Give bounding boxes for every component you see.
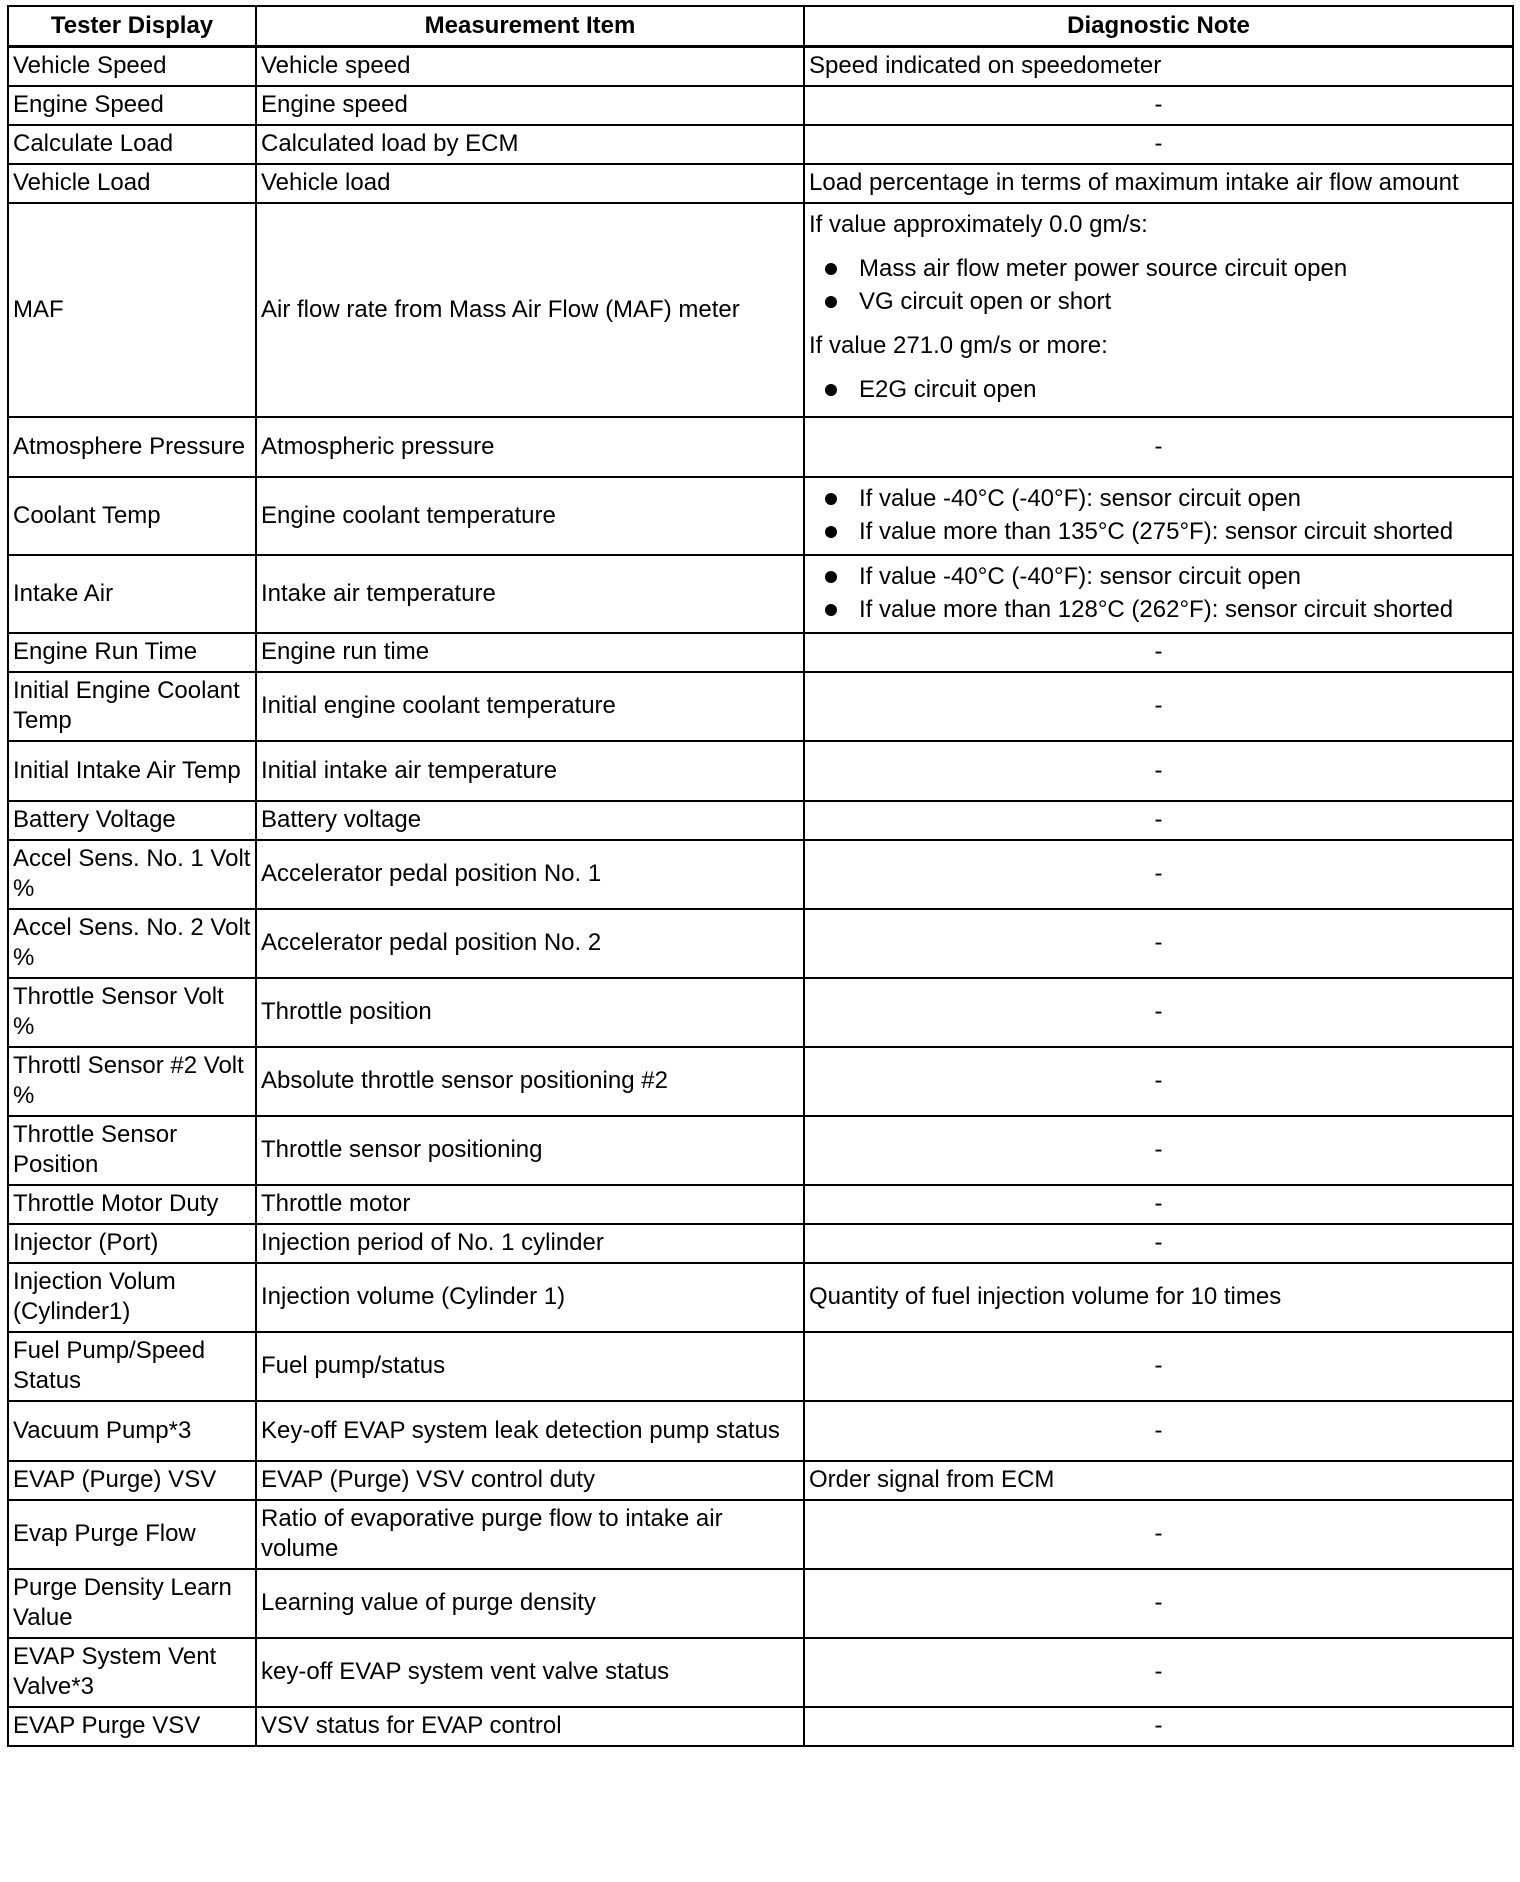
cell-diagnostic-note: - bbox=[804, 417, 1513, 477]
cell-measurement-item: Injection period of No. 1 cylinder bbox=[256, 1224, 804, 1263]
cell-tester-display: Initial Intake Air Temp bbox=[8, 741, 256, 801]
cell-tester-display: Battery Voltage bbox=[8, 801, 256, 840]
cell-tester-display: Purge Density Learn Value bbox=[8, 1569, 256, 1638]
cell-measurement-item: Absolute throttle sensor positioning #2 bbox=[256, 1047, 804, 1116]
cell-diagnostic-note: - bbox=[804, 672, 1513, 741]
header-measurement-item: Measurement Item bbox=[256, 6, 804, 47]
bullet-dot-icon bbox=[825, 571, 837, 583]
cell-tester-display: EVAP (Purge) VSV bbox=[8, 1461, 256, 1500]
table-row bbox=[8, 1401, 1513, 1461]
cell-tester-display: Vacuum Pump*3 bbox=[8, 1401, 256, 1461]
table-row bbox=[8, 477, 1513, 555]
cell-measurement-item: Intake air temperature bbox=[256, 555, 804, 633]
cell-measurement-item: Engine run time bbox=[256, 633, 804, 672]
bullet-dot-icon bbox=[825, 493, 837, 505]
bullet-dot-icon bbox=[825, 296, 837, 308]
cell-diagnostic-note: - bbox=[804, 1401, 1513, 1461]
cell-measurement-item: Vehicle load bbox=[256, 164, 804, 203]
cell-tester-display: Calculate Load bbox=[8, 125, 256, 164]
cell-tester-display: Accel Sens. No. 1 Volt % bbox=[8, 840, 256, 909]
cell-measurement-item: Throttle sensor positioning bbox=[256, 1116, 804, 1185]
cell-measurement-item: Key-off EVAP system leak detection pump status bbox=[256, 1401, 804, 1461]
cell-tester-display: Injection Volum (Cylinder1) bbox=[8, 1263, 256, 1332]
cell-measurement-item: Throttle motor bbox=[256, 1185, 804, 1224]
cell-tester-display: Coolant Temp bbox=[8, 477, 256, 555]
cell-diagnostic-note: - bbox=[804, 1224, 1513, 1263]
cell-diagnostic-note bbox=[804, 203, 1513, 417]
cell-diagnostic-note: - bbox=[804, 1500, 1513, 1569]
table-row bbox=[8, 633, 1513, 672]
cell-measurement-item: Engine coolant temperature bbox=[256, 477, 804, 555]
note-bullet-item bbox=[809, 375, 1508, 405]
bullet-dot-icon bbox=[825, 384, 837, 396]
table-row bbox=[8, 909, 1513, 978]
cell-measurement-item: Injection volume (Cylinder 1) bbox=[256, 1263, 804, 1332]
note-bullet-item bbox=[809, 562, 1508, 592]
note-bullet-list bbox=[809, 375, 1508, 405]
note-bullet-text: E2G circuit open bbox=[859, 376, 1037, 403]
cell-diagnostic-note: Speed indicated on speedometer bbox=[804, 47, 1513, 87]
header-diagnostic-note: Diagnostic Note bbox=[804, 6, 1513, 47]
note-bullet-text: If value -40°C (-40°F): sensor circuit open bbox=[859, 563, 1302, 590]
cell-measurement-item: EVAP (Purge) VSV control duty bbox=[256, 1461, 804, 1500]
cell-diagnostic-note bbox=[804, 555, 1513, 633]
note-bullet-list bbox=[809, 562, 1508, 625]
cell-measurement-item: Battery voltage bbox=[256, 801, 804, 840]
cell-measurement-item: Learning value of purge density bbox=[256, 1569, 804, 1638]
cell-measurement-item: Initial engine coolant temperature bbox=[256, 672, 804, 741]
cell-diagnostic-note: - bbox=[804, 978, 1513, 1047]
note-condition-text: If value 271.0 gm/s or more: bbox=[809, 332, 1108, 359]
cell-measurement-item: Initial intake air temperature bbox=[256, 741, 804, 801]
cell-measurement-item: Air flow rate from Mass Air Flow (MAF) meter bbox=[256, 203, 804, 417]
cell-tester-display: Engine Speed bbox=[8, 86, 256, 125]
cell-measurement-item: Throttle position bbox=[256, 978, 804, 1047]
note-bullet-item bbox=[809, 484, 1508, 514]
note-bullet-list bbox=[809, 254, 1508, 317]
cell-diagnostic-note: Load percentage in terms of maximum intake air flow amount bbox=[804, 164, 1513, 203]
cell-diagnostic-note: - bbox=[804, 125, 1513, 164]
table-row bbox=[8, 672, 1513, 741]
note-bullet-item bbox=[809, 517, 1508, 547]
cell-diagnostic-note bbox=[804, 477, 1513, 555]
cell-measurement-item: VSV status for EVAP control bbox=[256, 1707, 804, 1746]
bullet-dot-icon bbox=[825, 263, 837, 275]
cell-measurement-item: Accelerator pedal position No. 2 bbox=[256, 909, 804, 978]
cell-diagnostic-note: Quantity of fuel injection volume for 10 times bbox=[804, 1263, 1513, 1332]
data-list-table bbox=[7, 5, 1514, 1747]
note-bullet-list bbox=[809, 484, 1508, 547]
cell-measurement-item: Engine speed bbox=[256, 86, 804, 125]
note-bullet-text: Mass air flow meter power source circuit open bbox=[859, 255, 1348, 282]
cell-tester-display: Throttle Motor Duty bbox=[8, 1185, 256, 1224]
table-row bbox=[8, 203, 1513, 417]
cell-diagnostic-note: - bbox=[804, 1185, 1513, 1224]
cell-measurement-item: Fuel pump/status bbox=[256, 1332, 804, 1401]
cell-diagnostic-note: - bbox=[804, 909, 1513, 978]
note-bullet-text: If value more than 135°C (275°F): sensor circuit shorted bbox=[859, 518, 1454, 545]
cell-tester-display: Intake Air bbox=[8, 555, 256, 633]
cell-tester-display: Initial Engine Coolant Temp bbox=[8, 672, 256, 741]
cell-measurement-item: Accelerator pedal position No. 1 bbox=[256, 840, 804, 909]
cell-diagnostic-note: - bbox=[804, 801, 1513, 840]
cell-measurement-item: key-off EVAP system vent valve status bbox=[256, 1638, 804, 1707]
cell-tester-display: Vehicle Speed bbox=[8, 47, 256, 87]
cell-diagnostic-note: - bbox=[804, 633, 1513, 672]
cell-tester-display: Atmosphere Pressure bbox=[8, 417, 256, 477]
cell-diagnostic-note: - bbox=[804, 1116, 1513, 1185]
data-list-table-container bbox=[7, 5, 1512, 1747]
cell-diagnostic-note: - bbox=[804, 1047, 1513, 1116]
table-row bbox=[8, 1638, 1513, 1707]
cell-tester-display: MAF bbox=[8, 203, 256, 417]
table-row bbox=[8, 1185, 1513, 1224]
table-row bbox=[8, 1461, 1513, 1500]
table-row bbox=[8, 555, 1513, 633]
table-row bbox=[8, 1116, 1513, 1185]
header-tester-display: Tester Display bbox=[8, 6, 256, 47]
note-bullet-text: VG circuit open or short bbox=[859, 288, 1112, 315]
table-row bbox=[8, 1224, 1513, 1263]
table-row bbox=[8, 47, 1513, 87]
note-bullet-text: If value more than 128°C (262°F): sensor circuit shorted bbox=[859, 596, 1454, 623]
note-bullet-text: If value -40°C (-40°F): sensor circuit open bbox=[859, 485, 1302, 512]
table-header-row bbox=[8, 6, 1513, 47]
cell-diagnostic-note: - bbox=[804, 1332, 1513, 1401]
cell-tester-display: Engine Run Time bbox=[8, 633, 256, 672]
cell-diagnostic-note: - bbox=[804, 840, 1513, 909]
note-condition-text: If value approximately 0.0 gm/s: bbox=[809, 211, 1148, 238]
table-row bbox=[8, 741, 1513, 801]
cell-diagnostic-note: - bbox=[804, 1707, 1513, 1746]
cell-measurement-item: Vehicle speed bbox=[256, 47, 804, 87]
table-row bbox=[8, 801, 1513, 840]
table-row bbox=[8, 1500, 1513, 1569]
cell-tester-display: Vehicle Load bbox=[8, 164, 256, 203]
table-row bbox=[8, 840, 1513, 909]
cell-measurement-item: Calculated load by ECM bbox=[256, 125, 804, 164]
cell-diagnostic-note: - bbox=[804, 1569, 1513, 1638]
table-row bbox=[8, 1047, 1513, 1116]
bullet-dot-icon bbox=[825, 604, 837, 616]
cell-tester-display: Evap Purge Flow bbox=[8, 1500, 256, 1569]
table-row bbox=[8, 417, 1513, 477]
note-bullet-item bbox=[809, 595, 1508, 625]
table-body bbox=[8, 47, 1513, 1747]
cell-tester-display: EVAP System Vent Valve*3 bbox=[8, 1638, 256, 1707]
cell-diagnostic-note: - bbox=[804, 86, 1513, 125]
table-row bbox=[8, 1569, 1513, 1638]
cell-diagnostic-note: - bbox=[804, 1638, 1513, 1707]
table-row bbox=[8, 164, 1513, 203]
cell-measurement-item: Ratio of evaporative purge flow to intake air volume bbox=[256, 1500, 804, 1569]
table-row bbox=[8, 125, 1513, 164]
cell-diagnostic-note: Order signal from ECM bbox=[804, 1461, 1513, 1500]
table-row bbox=[8, 1332, 1513, 1401]
table-row bbox=[8, 978, 1513, 1047]
cell-tester-display: Fuel Pump/Speed Status bbox=[8, 1332, 256, 1401]
note-bullet-item bbox=[809, 254, 1508, 284]
cell-tester-display: EVAP Purge VSV bbox=[8, 1707, 256, 1746]
cell-tester-display: Injector (Port) bbox=[8, 1224, 256, 1263]
table-row bbox=[8, 1707, 1513, 1746]
cell-tester-display: Accel Sens. No. 2 Volt % bbox=[8, 909, 256, 978]
cell-tester-display: Throttle Sensor Position bbox=[8, 1116, 256, 1185]
cell-tester-display: Throttle Sensor Volt % bbox=[8, 978, 256, 1047]
table-row bbox=[8, 1263, 1513, 1332]
cell-measurement-item: Atmospheric pressure bbox=[256, 417, 804, 477]
bullet-dot-icon bbox=[825, 526, 837, 538]
cell-tester-display: Throttl Sensor #2 Volt % bbox=[8, 1047, 256, 1116]
cell-diagnostic-note: - bbox=[804, 741, 1513, 801]
table-row bbox=[8, 86, 1513, 125]
note-bullet-item bbox=[809, 287, 1508, 317]
